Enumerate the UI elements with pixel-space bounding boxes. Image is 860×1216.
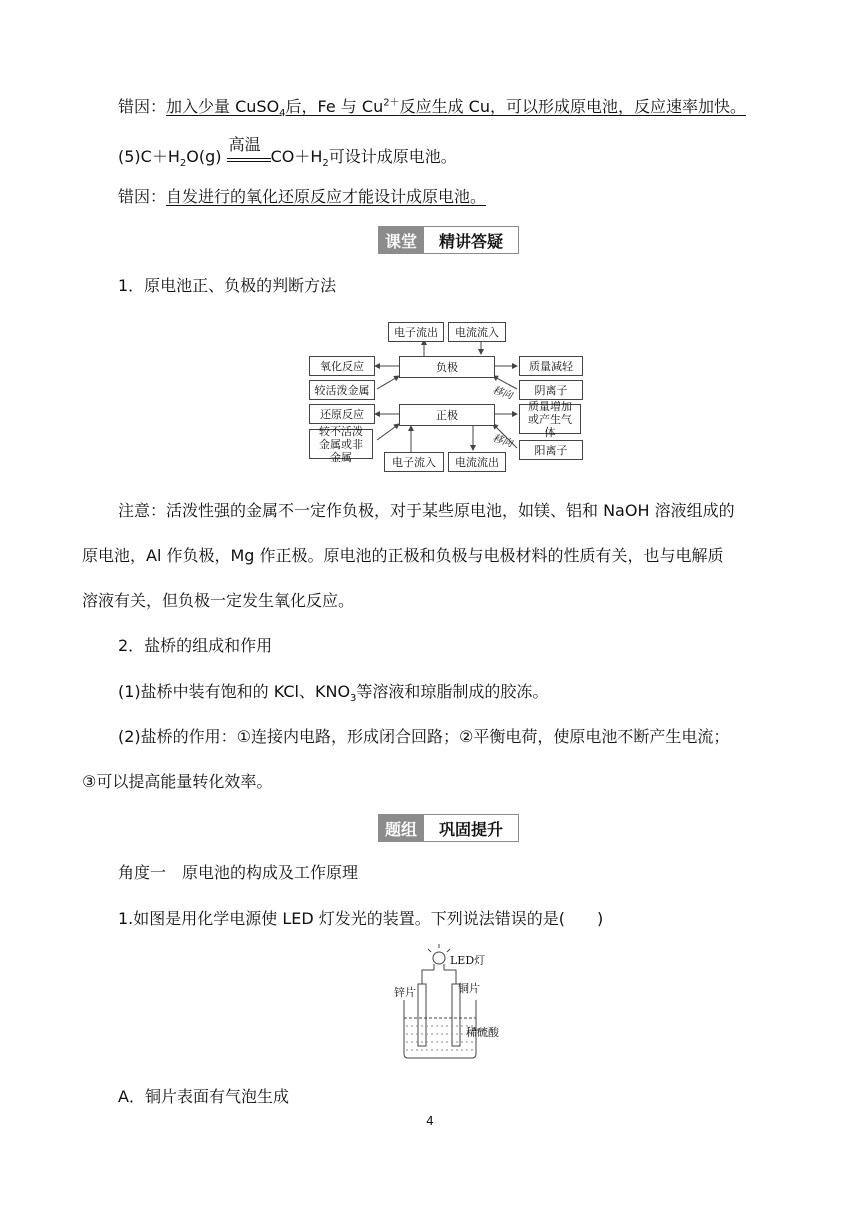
box-current-in: 电流流入 bbox=[448, 322, 506, 342]
banner-lecture-tag: 课堂 bbox=[378, 226, 424, 254]
angle-title: 角度一 原电池的构成及工作原理 bbox=[118, 863, 359, 882]
label-copper: 铜片 bbox=[458, 982, 480, 995]
note-line-3: 溶液有关，但负极一定发生氧化反应。 bbox=[82, 591, 355, 610]
box-negative-electrode: 负极 bbox=[399, 356, 495, 378]
banner-practice bbox=[378, 814, 519, 842]
box-anion: 阴离子 bbox=[519, 380, 583, 400]
salt-bridge-p1: (1)盐桥中装有饱和的 KCl、$KNO_3$等溶液和琼脂制成的胶冻。 bbox=[118, 682, 549, 705]
error-reason-line-1 bbox=[118, 96, 746, 118]
box-current-out: 电流流出 bbox=[448, 452, 506, 472]
banner-lecture-title: 精讲答疑 bbox=[424, 226, 519, 254]
error-label: 错因： bbox=[118, 97, 167, 116]
label-acid: 稀硫酸 bbox=[466, 1026, 499, 1039]
equation-5: $(5)C+H_2O(g)$ 高温 $CO+H_2$可设计成原电池。 bbox=[118, 135, 457, 170]
section-1-title: 1．原电池正、负极的判断方法 bbox=[118, 276, 337, 295]
banner-practice-title: 巩固提升 bbox=[424, 814, 519, 842]
electrode-diagram bbox=[305, 318, 590, 474]
label-led: LED灯 bbox=[450, 954, 486, 967]
section-2-title: 2．盐桥的组成和作用 bbox=[118, 636, 273, 655]
label-zinc: 锌片 bbox=[394, 986, 416, 999]
box-mass-decrease: 质量减轻 bbox=[519, 356, 583, 376]
box-less-active: 较不活泼金属或非金属 bbox=[309, 429, 373, 459]
salt-bridge-p2: (2)盐桥的作用：①连接内电路，形成闭合回路；②平衡电荷，使原电池不断产生电流； bbox=[118, 727, 730, 746]
page-number: 4 bbox=[426, 1114, 434, 1128]
error-reason-line-2: 错因：自发进行的氧化还原反应才能设计成原电池。 bbox=[118, 187, 487, 206]
led-apparatus-figure bbox=[392, 944, 512, 1064]
salt-bridge-p3: ③可以提高能量转化效率。 bbox=[82, 772, 273, 791]
question-1: 1.如图是用化学电源使 LED 灯发光的装置。下列说法错误的是( ) bbox=[118, 909, 604, 928]
box-electron-in: 电子流入 bbox=[384, 452, 444, 472]
box-positive-electrode: 正极 bbox=[399, 404, 495, 426]
box-oxidation: 氧化反应 bbox=[309, 356, 375, 376]
note-line-1: 注意：活泼性强的金属不一定作负极，对于某些原电池，如镁、铝和 NaOH 溶液组成的 bbox=[118, 501, 735, 520]
option-a: A．铜片表面有气泡生成 bbox=[118, 1087, 289, 1106]
error-text: 加入少量 CuSO$_4$后，Fe 与 $Cu^{2+}$反应生成 Cu，可以形成原电池，反应速率加快。 bbox=[166, 97, 746, 120]
box-mass-increase: 质量增加或产生气体 bbox=[519, 404, 581, 434]
banner-practice-tag: 题组 bbox=[378, 814, 424, 842]
box-electron-out: 电子流出 bbox=[388, 322, 444, 342]
box-active-metal: 较活泼金属 bbox=[309, 380, 375, 400]
banner-lecture bbox=[378, 226, 519, 254]
label-move-1: 移向 bbox=[491, 385, 514, 402]
label-move-2: 移向 bbox=[491, 433, 514, 450]
box-cation: 阳离子 bbox=[519, 440, 583, 460]
note-line-2: 原电池，Al 作负极，Mg 作正极。原电池的正极和负极与电极材料的性质有关，也与电解质 bbox=[82, 546, 724, 565]
box-reduction: 还原反应 bbox=[309, 404, 375, 424]
reaction-condition: 高温 bbox=[227, 146, 271, 168]
